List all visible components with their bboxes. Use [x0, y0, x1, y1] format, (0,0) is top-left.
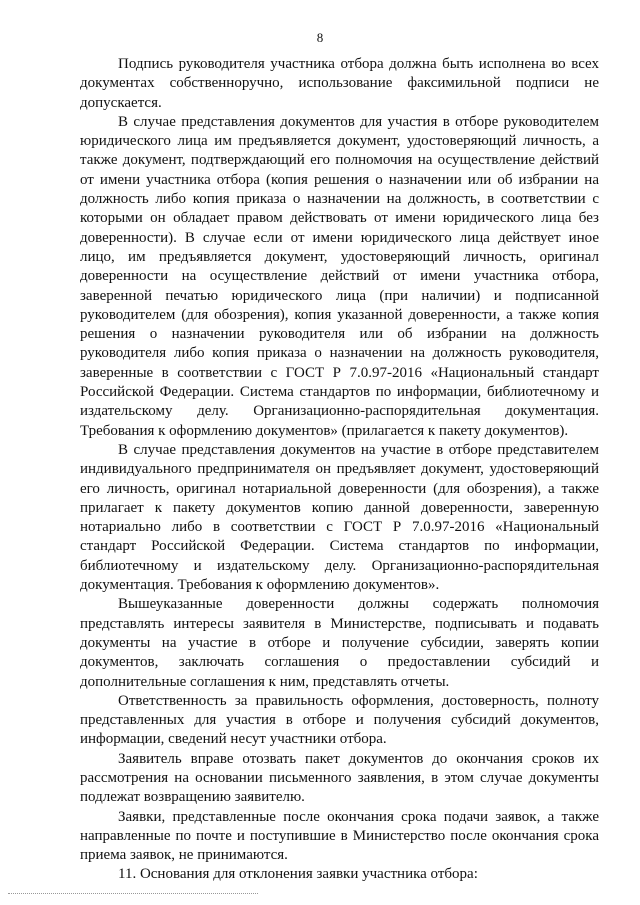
paragraph-responsibility: Ответственность за правильность оформления, достоверность, полноту представленных для участия в отборе и получения субсидий документов, информации, сведений несут участники отбора.: [80, 692, 599, 748]
paragraph-individual-entrepreneur-representation: В случае представления документов на участие в отборе представителем индивидуального предпринимателя он предъявляет документ, удостоверяющий его личность, оригинал нотариальной доверенности (для обозрения), а также прилагает к пакету документов копию данной доверенности, заверенную нотариально либо в соответствии с ГОСТ Р 7.0.97-2016 «Национальный стандарт Российской Федерации. Система стандартов по информации, библиотечному и издательскому делу. Организационно-распорядительная документация. Требования к оформлению документов».: [80, 441, 599, 594]
paragraph-legal-entity-representation: В случае представления документов для участия в отборе руководителем юридического лица им предъявляется документ, удостоверяющий личность, а также документ, подтверждающий его полномочия на осуществление действий от имени участника отбора (копия решения о назначении или об избрании на должность либо копия приказа о назначении на должность, в соответствии с которыми он обладает правом действовать от имени юридического лица без доверенности). В случае если от имени юридического лица действует иное лицо, им предъявляется документ, удостоверяющий личность, оригинал доверенности на осуществление действий от имени участника отбора, заверенной печатью юридического лица (при наличии) и подписанной руководителем (для обозрения), копия указанной доверенности, а также копия решения о назначении руководителя или об избрании на должность руководителя либо копия приказа о назначении на должность руководителя, заверенные в соответствии с ГОСТ Р 7.0.97-2016 «Национальный стандарт Российской Федерации. Система стандартов по информации, библиотечному и издательскому делу. Организационно-распорядительная документация. Требования к оформлению документов» (прилагается к пакету документов).: [80, 113, 599, 439]
page-number: 8: [316, 30, 324, 45]
paragraph-late-applications: Заявки, представленные после окончания срока подачи заявок, а также направленные по почте и поступившие в Министерство после окончания срока приема заявок, не принимаются.: [80, 808, 599, 864]
footer-divider: [8, 893, 258, 894]
paragraph-withdrawal: Заявитель вправе отозвать пакет документов до окончания сроков их рассмотрения на основании письменного заявления, в этом случае документы подлежат возвращению заявителю.: [80, 750, 599, 806]
paragraph-rejection-grounds-heading: 11. Основания для отклонения заявки участника отбора:: [118, 866, 478, 883]
paragraph-power-of-attorney-scope: Вышеуказанные доверенности должны содержать полномочия представлять интересы заявителя в Министерстве, подписывать и подавать документы на участие в отборе и получение субсидии, заверять копии документов, заключать соглашения о предоставлении субсидий и дополнительные соглашения к ним, представлять отчеты.: [80, 596, 599, 690]
document-body: [80, 55, 599, 885]
paragraph-signature-requirement: Подпись руководителя участника отбора должна быть исполнена во всех документах собственноручно, использование факсимильной подписи не допускается.: [80, 56, 599, 111]
